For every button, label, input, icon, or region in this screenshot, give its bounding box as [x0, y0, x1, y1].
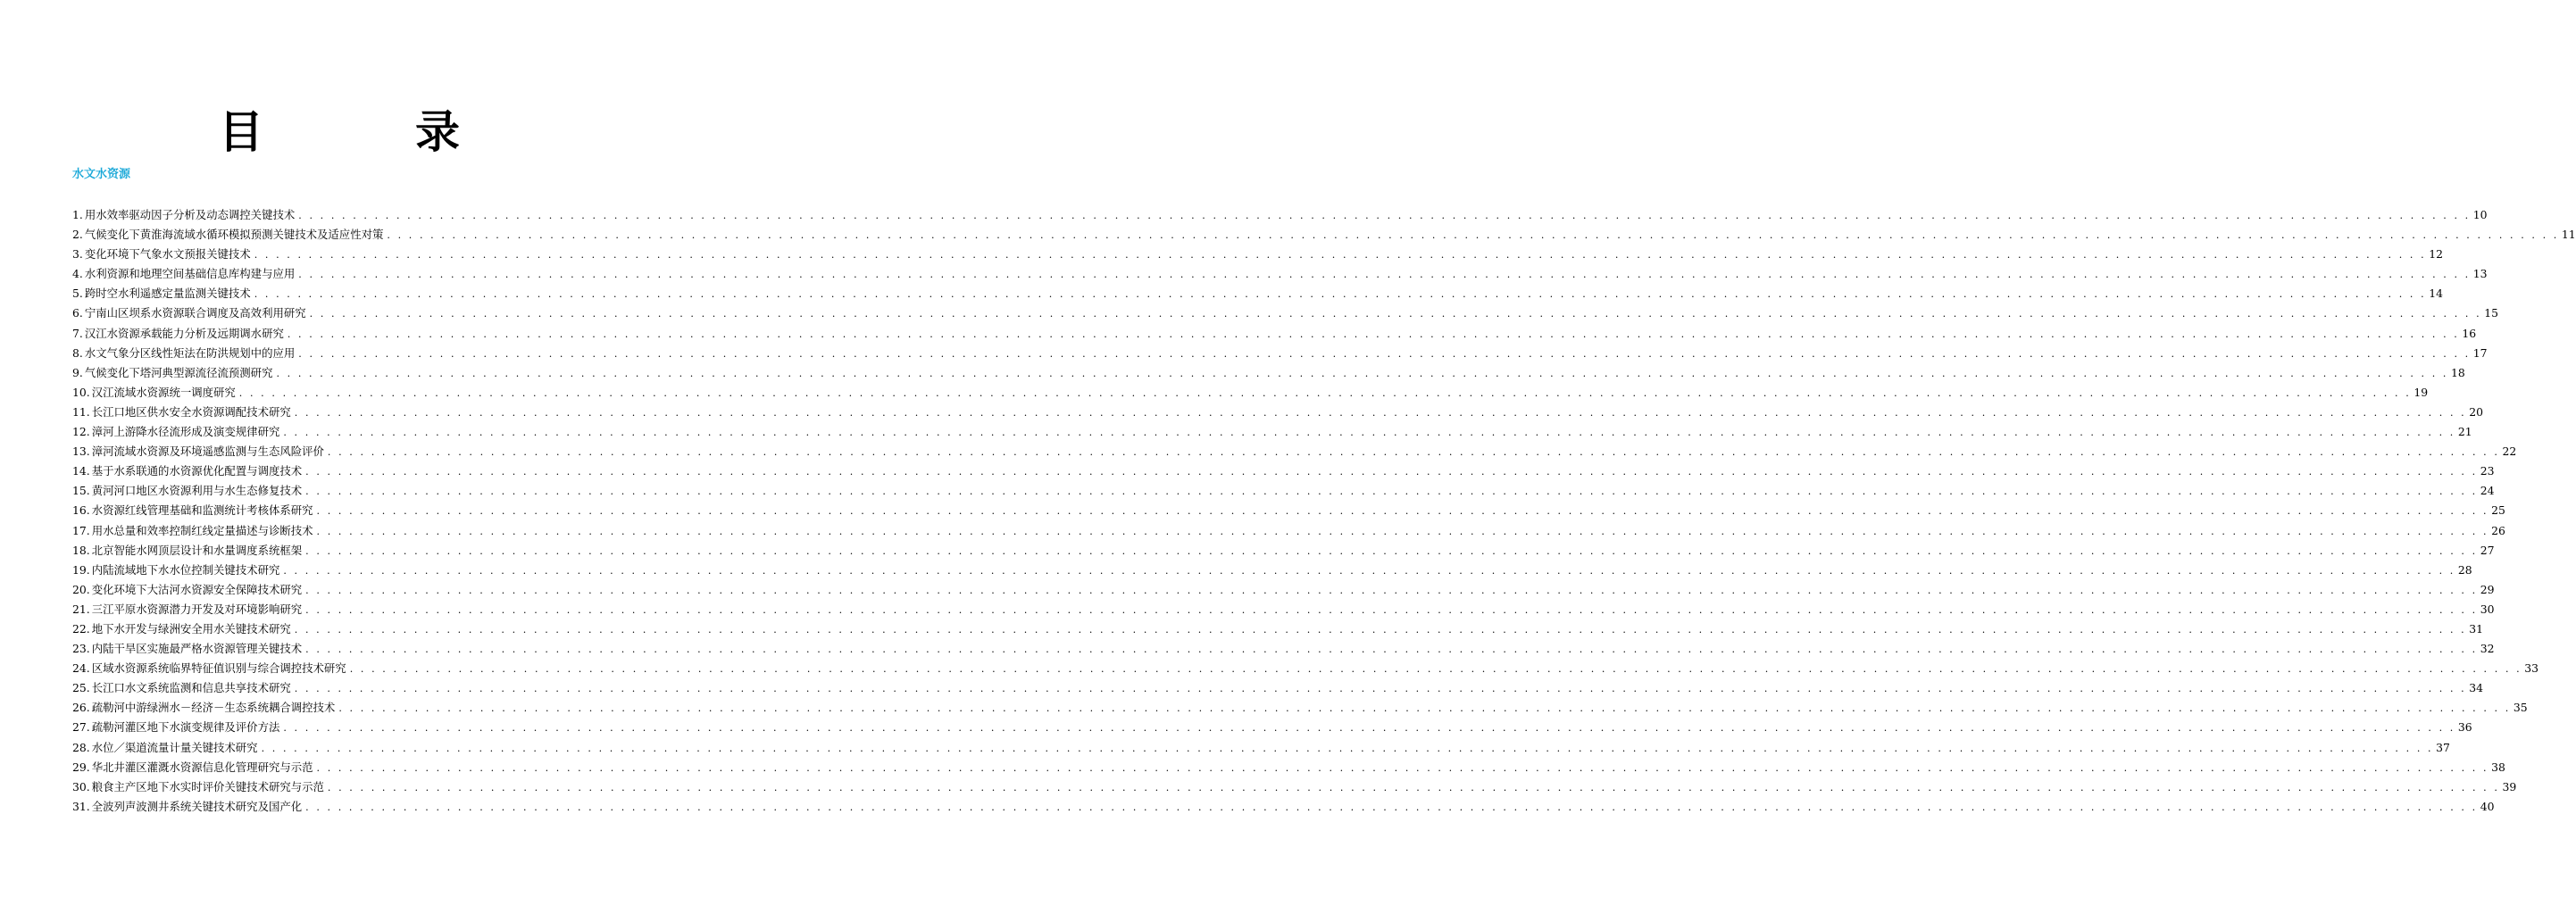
toc-entry-text: 漳河上游降水径流形成及演变规律研究 — [91, 425, 280, 439]
toc-entry-title — [72, 659, 346, 678]
toc-entry-title — [72, 324, 284, 344]
toc-entry-title — [72, 442, 324, 461]
toc-entry[interactable] — [72, 777, 2517, 797]
dot-leader: . . . . . . . . . . . . . . . . . . . . . . . . . . . . . . . . . . . . . . . . . . . . . . . . . . . . . . . . . . . . . . . . . . . . . . . . . . . . . . . . . . . . . . . . . . . . . . . . . . . . . . . . . . . . . . . . . . . . . . . . . . . . . . . . . . . . . . . . . . . . . . . . . . . . . . . . . . . . . . . . . . . . . . . . . . . . . . . . . . . . . . . . . . . . . . . . . . . . . . . . — [305, 486, 2478, 498]
dot-leader: . . . . . . . . . . . . . . . . . . . . . . . . . . . . . . . . . . . . . . . . . . . . . . . . . . . . . . . . . . . . . . . . . . . . . . . . . . . . . . . . . . . . . . . . . . . . . . . . . . . . . . . . . . . . . . . . . . . . . . . . . . . . . . . . . . . . . . . . . . . . . . . . . . . . . . . . . . . . . . . . . . . . . . . . . . . . . . . . . . . . . . . . . . . . . . . . . . . . . . . . — [305, 544, 2478, 557]
toc-entry[interactable] — [72, 600, 2495, 619]
toc-page-number: 22 — [2502, 445, 2517, 459]
toc-entry-text: 内陆干旱区实施最严格水资源管理关键技术 — [91, 642, 303, 656]
toc-entry[interactable] — [72, 758, 2505, 777]
toc-entry[interactable] — [72, 738, 2450, 758]
dot-leader: . . . . . . . . . . . . . . . . . . . . . . . . . . . . . . . . . . . . . . . . . . . . . . . . . . . . . . . . . . . . . . . . . . . . . . . . . . . . . . . . . . . . . . . . . . . . . . . . . . . . . . . . . . . . . . . . . . . . . . . . . . . . . . . . . . . . . . . . . . . . . . . . . . . . . . . . . . . . . . . . . . . . . . . . . . . . . . . . . . . . . . . . . . . . . . . . . . . . . . . . — [327, 446, 2500, 459]
dot-leader: . . . . . . . . . . . . . . . . . . . . . . . . . . . . . . . . . . . . . . . . . . . . . . . . . . . . . . . . . . . . . . . . . . . . . . . . . . . . . . . . . . . . . . . . . . . . . . . . . . . . . . . . . . . . . . . . . . . . . . . . . . . . . . . . . . . . . . . . . . . . . . . . . . . . . . . . . . . . . . . . . . . . . . . . . . . . . . . . . . . . . . . . . . . . . . . . . . . . . . . . — [305, 466, 2478, 478]
dot-leader: . . . . . . . . . . . . . . . . . . . . . . . . . . . . . . . . . . . . . . . . . . . . . . . . . . . . . . . . . . . . . . . . . . . . . . . . . . . . . . . . . . . . . . . . . . . . . . . . . . . . . . . . . . . . . . . . . . . . . . . . . . . . . . . . . . . . . . . . . . . . . . . . . . . . . . . . . . . . . . . . . . . . . . . . . . . . . . . . . . . . . . . . . . . . . . . . . . . . . . . . — [283, 564, 2455, 577]
toc-entry[interactable] — [72, 363, 2465, 383]
toc-entry[interactable] — [72, 245, 2444, 264]
toc-entry-number: 29. — [72, 760, 90, 774]
toc-page-number: 29 — [2480, 582, 2495, 596]
toc-page-number: 21 — [2457, 425, 2472, 439]
toc-entry-title — [72, 678, 291, 698]
toc-entry-title — [72, 501, 313, 520]
toc-page-number: 23 — [2480, 464, 2495, 478]
toc-entry-title — [72, 422, 279, 442]
toc-page-number: 36 — [2457, 720, 2472, 735]
toc-entry-number: 21. — [72, 602, 90, 616]
toc-entry-text: 漳河流域水资源及环境遥感监测与生态风险评价 — [91, 445, 324, 459]
toc-entry[interactable] — [72, 481, 2495, 501]
toc-page-number: 32 — [2480, 642, 2495, 656]
toc-entry-number: 28. — [72, 740, 90, 754]
toc-entry[interactable] — [72, 521, 2505, 541]
toc-entry[interactable] — [72, 383, 2429, 403]
toc-entry[interactable] — [72, 639, 2495, 659]
toc-page-number: 16 — [2462, 326, 2477, 340]
toc-page-number: 26 — [2491, 523, 2505, 537]
toc-entry-text: 华北井灌区灌溉水资源信息化管理研究与示范 — [91, 760, 313, 774]
toc-entry-number: 12. — [72, 425, 90, 439]
toc-entry-title — [72, 403, 291, 422]
toc-entry-number: 30. — [72, 779, 90, 794]
toc-entry-text: 基于水系联通的水资源优化配置与调度技术 — [91, 464, 303, 478]
dot-leader: . . . . . . . . . . . . . . . . . . . . . . . . . . . . . . . . . . . . . . . . . . . . . . . . . . . . . . . . . . . . . . . . . . . . . . . . . . . . . . . . . . . . . . . . . . . . . . . . . . . . . . . . . . . . . . . . . . . . . . . . . . . . . . . . . . . . . . . . . . . . . . . . . . . . . . . . . . . . . . . . . . . . . . . . . . . . . . . . . . . . . . . . . . . . . . . . . . . . . . . . — [294, 623, 2467, 636]
toc-entry[interactable] — [72, 225, 2576, 245]
toc-entry-text: 区域水资源系统临界特征值识别与综合调控技术研究 — [91, 661, 346, 676]
dot-leader: . . . . . . . . . . . . . . . . . . . . . . . . . . . . . . . . . . . . . . . . . . . . . . . . . . . . . . . . . . . . . . . . . . . . . . . . . . . . . . . . . . . . . . . . . . . . . . . . . . . . . . . . . . . . . . . . . . . . . . . . . . . . . . . . . . . . . . . . . . . . . . . . . . . . . . . . . . . . . . . . . . . . . . . . . . . . . . . . . . . . . . . . . . . . . . . . . . . . . . . . — [316, 525, 2489, 537]
toc-entry-number: 17. — [72, 523, 90, 537]
toc-entry[interactable] — [72, 580, 2495, 600]
toc-entry[interactable] — [72, 205, 2488, 225]
toc-entry-text: 黄河河口地区水资源利用与水生态修复技术 — [91, 484, 303, 498]
dot-leader: . . . . . . . . . . . . . . . . . . . . . . . . . . . . . . . . . . . . . . . . . . . . . . . . . . . . . . . . . . . . . . . . . . . . . . . . . . . . . . . . . . . . . . . . . . . . . . . . . . . . . . . . . . . . . . . . . . . . . . . . . . . . . . . . . . . . . . . . . . . . . . . . . . . . . . . . . . . . . . . . . . . . . . . . . . . . . . . . . . . . . . . . . . . . . . . . . . . . . . . . — [305, 644, 2478, 656]
toc-page-number: 17 — [2472, 345, 2488, 360]
toc-entry-title — [72, 600, 302, 619]
toc-entry-text: 气候变化下塔河典型源流径流预测研究 — [84, 365, 273, 379]
toc-entry-text: 汉江水资源承载能力分析及远期调水研究 — [84, 326, 284, 340]
toc-entry-number: 9. — [72, 365, 83, 379]
toc-page-number: 31 — [2469, 621, 2484, 636]
section-heading: 水文水资源 — [72, 168, 131, 181]
dot-leader: . . . . . . . . . . . . . . . . . . . . . . . . . . . . . . . . . . . . . . . . . . . . . . . . . . . . . . . . . . . . . . . . . . . . . . . . . . . . . . . . . . . . . . . . . . . . . . . . . . . . . . . . . . . . . . . . . . . . . . . . . . . . . . . . . . . . . . . . . . . . . . . . . . . . . . . . . . . . . . . . . . . . . . . . . . . . . . . . . . . . . . . . . . . . . . . . . . . . . . . . — [294, 683, 2467, 695]
dot-leader: . . . . . . . . . . . . . . . . . . . . . . . . . . . . . . . . . . . . . . . . . . . . . . . . . . . . . . . . . . . . . . . . . . . . . . . . . . . . . . . . . . . . . . . . . . . . . . . . . . . . . . . . . . . . . . . . . . . . . . . . . . . . . . . . . . . . . . . . . . . . . . . . . . . . . . . . . . . . . . . . . . . . . . . . . . . . . . . . . . . . . . . . . . . . . . . . . . . . . . . . — [305, 603, 2478, 616]
toc-entry[interactable] — [72, 619, 2484, 639]
toc-entry-title — [72, 303, 306, 323]
toc-entry-title — [72, 738, 258, 758]
toc-page-number: 33 — [2524, 661, 2539, 676]
toc-entry[interactable] — [72, 442, 2517, 461]
toc-entry-number: 26. — [72, 701, 90, 715]
toc-entry-text: 北京智能水网顶层设计和水量调度系统框架 — [91, 543, 303, 557]
toc-entry-number: 31. — [72, 799, 90, 813]
toc-page-number: 27 — [2480, 543, 2495, 557]
toc-entry-number: 19. — [72, 562, 90, 577]
toc-page-number: 37 — [2436, 740, 2450, 754]
toc-entry-text: 变化环境下气象水文预报关键技术 — [84, 247, 251, 262]
toc-entry-text: 变化环境下大沽河水资源安全保障技术研究 — [91, 582, 303, 596]
toc-entry-number: 4. — [72, 267, 83, 281]
toc-entry-number: 3. — [72, 247, 83, 262]
toc-entry-number: 23. — [72, 642, 90, 656]
toc-entry[interactable] — [72, 541, 2495, 561]
toc-entry-text: 气候变化下黄淮海流域水循环模拟预测关键技术及适应性对策 — [84, 228, 384, 242]
dot-leader: . . . . . . . . . . . . . . . . . . . . . . . . . . . . . . . . . . . . . . . . . . . . . . . . . . . . . . . . . . . . . . . . . . . . . . . . . . . . . . . . . . . . . . . . . . . . . . . . . . . . . . . . . . . . . . . . . . . . . . . . . . . . . . . . . . . . . . . . . . . . . . . . . . . . . . . . . . . . . . . . . . . . . . . . . . . . . . . . . . . . . . . . . . . . . . . . . . . . . . . . — [238, 386, 2412, 399]
toc-entry[interactable] — [72, 303, 2498, 323]
toc-entry-number: 5. — [72, 287, 83, 301]
dot-leader: . . . . . . . . . . . . . . . . . . . . . . . . . . . . . . . . . . . . . . . . . . . . . . . . . . . . . . . . . . . . . . . . . . . . . . . . . . . . . . . . . . . . . . . . . . . . . . . . . . . . . . . . . . . . . . . . . . . . . . . . . . . . . . . . . . . . . . . . . . . . . . . . . . . . . . . . . . . . . . . . . . . . . . . . . . . . . . . . . . . . . . . . . . . . . . . . . . . . . . . . — [327, 781, 2500, 794]
toc-entry-title — [72, 698, 335, 718]
page-title: 目 录 — [219, 105, 513, 158]
toc-entry[interactable] — [72, 461, 2495, 481]
toc-entry-number: 11. — [72, 404, 90, 419]
toc-entry-number: 1. — [72, 208, 83, 221]
toc-entry-number: 18. — [72, 543, 90, 557]
dot-leader: . . . . . . . . . . . . . . . . . . . . . . . . . . . . . . . . . . . . . . . . . . . . . . . . . . . . . . . . . . . . . . . . . . . . . . . . . . . . . . . . . . . . . . . . . . . . . . . . . . . . . . . . . . . . . . . . . . . . . . . . . . . . . . . . . . . . . . . . . . . . . . . . . . . . . . . . . . . . . . . . . . . . . . . . . . . . . . . . . . . . . . . . . . . . . . . . . . . . . . . . — [305, 801, 2478, 813]
toc-entry[interactable] — [72, 422, 2472, 442]
toc-entry-number: 14. — [72, 464, 90, 478]
toc-entry-title — [72, 363, 272, 383]
toc-entry-text: 宁南山区坝系水资源联合调度及高效利用研究 — [84, 306, 306, 320]
dot-leader: . . . . . . . . . . . . . . . . . . . . . . . . . . . . . . . . . . . . . . . . . . . . . . . . . . . . . . . . . . . . . . . . . . . . . . . . . . . . . . . . . . . . . . . . . . . . . . . . . . . . . . . . . . . . . . . . . . . . . . . . . . . . . . . . . . . . . . . . . . . . . . . . . . . . . . . . . . . . . . . . . . . . . . . . . . . . . . . . . . . . . . . . . . . . . . . . . . . . . . . . — [349, 663, 2522, 676]
toc-entry-title — [72, 758, 313, 777]
toc-entry[interactable] — [72, 501, 2505, 520]
toc-entry-text: 跨时空水利遥感定量监测关键技术 — [84, 287, 251, 301]
toc-page-number: 19 — [2413, 385, 2429, 399]
dot-leader: . . . . . . . . . . . . . . . . . . . . . . . . . . . . . . . . . . . . . . . . . . . . . . . . . . . . . . . . . . . . . . . . . . . . . . . . . . . . . . . . . . . . . . . . . . . . . . . . . . . . . . . . . . . . . . . . . . . . . . . . . . . . . . . . . . . . . . . . . . . . . . . . . . . . . . . . . . . . . . . . . . . . . . . . . . . . . . . . . . . . . . . . . . . . . . . . . . . . . . . . — [254, 249, 2427, 262]
toc-entry-title — [72, 461, 302, 481]
toc-entry-number: 13. — [72, 445, 90, 459]
toc-entry-number: 8. — [72, 345, 83, 360]
dot-leader: . . . . . . . . . . . . . . . . . . . . . . . . . . . . . . . . . . . . . . . . . . . . . . . . . . . . . . . . . . . . . . . . . . . . . . . . . . . . . . . . . . . . . . . . . . . . . . . . . . . . . . . . . . . . . . . . . . . . . . . . . . . . . . . . . . . . . . . . . . . . . . . . . . . . . . . . . . . . . . . . . . . . . . . . . . . . . . . . . . . . . . . . . . . . . . . . . . . . . . . . — [287, 328, 2460, 340]
toc-page-number: 28 — [2457, 562, 2472, 577]
toc-entry-title — [72, 245, 251, 264]
dot-leader: . . . . . . . . . . . . . . . . . . . . . . . . . . . . . . . . . . . . . . . . . . . . . . . . . . . . . . . . . . . . . . . . . . . . . . . . . . . . . . . . . . . . . . . . . . . . . . . . . . . . . . . . . . . . . . . . . . . . . . . . . . . . . . . . . . . . . . . . . . . . . . . . . . . . . . . . . . . . . . . . . . . . . . . . . . . . . . . . . . . . . . . . . . . . . . . . . . . . . . . . — [338, 702, 2511, 715]
table-of-contents — [72, 205, 2576, 817]
toc-entry-title — [72, 639, 302, 659]
toc-entry-title — [72, 481, 302, 501]
toc-page-number: 39 — [2502, 779, 2517, 794]
toc-entry[interactable] — [72, 284, 2444, 303]
toc-entry-title — [72, 284, 251, 303]
toc-page-number: 34 — [2469, 681, 2484, 695]
toc-entry-title — [72, 718, 279, 737]
toc-entry[interactable] — [72, 659, 2539, 678]
toc-entry-title — [72, 205, 295, 225]
toc-entry-number: 7. — [72, 326, 83, 340]
toc-entry-text: 水文气象分区线性矩法在防洪规划中的应用 — [84, 345, 296, 360]
toc-entry-text: 水利资源和地理空间基础信息库构建与应用 — [84, 267, 296, 281]
toc-entry-title — [72, 580, 302, 600]
toc-page-number: 14 — [2429, 287, 2444, 301]
toc-entry[interactable] — [72, 344, 2488, 363]
toc-entry-title — [72, 264, 295, 284]
toc-entry-number: 25. — [72, 681, 90, 695]
toc-page-number: 25 — [2491, 503, 2505, 518]
toc-entry[interactable] — [72, 264, 2488, 284]
toc-entry-text: 汉江流域水资源统一调度研究 — [91, 385, 236, 399]
dot-leader: . . . . . . . . . . . . . . . . . . . . . . . . . . . . . . . . . . . . . . . . . . . . . . . . . . . . . . . . . . . . . . . . . . . . . . . . . . . . . . . . . . . . . . . . . . . . . . . . . . . . . . . . . . . . . . . . . . . . . . . . . . . . . . . . . . . . . . . . . . . . . . . . . . . . . . . . . . . . . . . . . . . . . . . . . . . . . . . . . . . . . . . . . . . . . . . . . . . . . . . . — [298, 269, 2471, 281]
toc-page-number: 15 — [2484, 306, 2498, 320]
toc-page-number: 38 — [2491, 760, 2505, 774]
toc-entry-text: 三江平原水资源潜力开发及对环境影响研究 — [91, 602, 303, 616]
toc-entry-text: 长江口地区供水安全水资源调配技术研究 — [91, 404, 291, 419]
dot-leader: . . . . . . . . . . . . . . . . . . . . . . . . . . . . . . . . . . . . . . . . . . . . . . . . . . . . . . . . . . . . . . . . . . . . . . . . . . . . . . . . . . . . . . . . . . . . . . . . . . . . . . . . . . . . . . . . . . . . . . . . . . . . . . . . . . . . . . . . . . . . . . . . . . . . . . . . . . . . . . . . . . . . . . . . . . . . . . . . . . . . . . . . . . . . . . . . . . . . . . . . — [387, 229, 2559, 242]
toc-entry[interactable] — [72, 403, 2484, 422]
toc-entry-number: 6. — [72, 306, 83, 320]
toc-entry[interactable] — [72, 324, 2477, 344]
toc-entry-title — [72, 619, 291, 639]
dot-leader: . . . . . . . . . . . . . . . . . . . . . . . . . . . . . . . . . . . . . . . . . . . . . . . . . . . . . . . . . . . . . . . . . . . . . . . . . . . . . . . . . . . . . . . . . . . . . . . . . . . . . . . . . . . . . . . . . . . . . . . . . . . . . . . . . . . . . . . . . . . . . . . . . . . . . . . . . . . . . . . . . . . . . . . . . . . . . . . . . . . . . . . . . . . . . . . . . . . . . . . . — [298, 347, 2471, 360]
toc-entry-text: 疏勒河灌区地下水演变规律及评价方法 — [91, 720, 280, 735]
toc-entry[interactable] — [72, 561, 2472, 580]
toc-entry-title — [72, 541, 302, 561]
toc-entry-number: 2. — [72, 228, 83, 242]
toc-page-number: 10 — [2472, 208, 2488, 221]
toc-entry-text: 地下水开发与绿洲安全用水关键技术研究 — [91, 621, 291, 636]
toc-entry-number: 27. — [72, 720, 90, 735]
toc-entry-title — [72, 225, 383, 245]
toc-entry-title — [72, 521, 313, 541]
dot-leader: . . . . . . . . . . . . . . . . . . . . . . . . . . . . . . . . . . . . . . . . . . . . . . . . . . . . . . . . . . . . . . . . . . . . . . . . . . . . . . . . . . . . . . . . . . . . . . . . . . . . . . . . . . . . . . . . . . . . . . . . . . . . . . . . . . . . . . . . . . . . . . . . . . . . . . . . . . . . . . . . . . . . . . . . . . . . . . . . . . . . . . . . . . . . . . . . . . . . . . . . — [309, 308, 2482, 320]
toc-page-number: 18 — [2451, 365, 2465, 379]
dot-leader: . . . . . . . . . . . . . . . . . . . . . . . . . . . . . . . . . . . . . . . . . . . . . . . . . . . . . . . . . . . . . . . . . . . . . . . . . . . . . . . . . . . . . . . . . . . . . . . . . . . . . . . . . . . . . . . . . . . . . . . . . . . . . . . . . . . . . . . . . . . . . . . . . . . . . . . . . . . . . . . . . . . . . . . . . . . . . . . . . . . . . . . . . . . . . . . . . . . . . . . . — [283, 722, 2455, 735]
dot-leader: . . . . . . . . . . . . . . . . . . . . . . . . . . . . . . . . . . . . . . . . . . . . . . . . . . . . . . . . . . . . . . . . . . . . . . . . . . . . . . . . . . . . . . . . . . . . . . . . . . . . . . . . . . . . . . . . . . . . . . . . . . . . . . . . . . . . . . . . . . . . . . . . . . . . . . . . . . . . . . . . . . . . . . . . . . . . . . . . . . . . . . . . . . . . . . . . . . . . . . . . — [261, 742, 2434, 754]
dot-leader: . . . . . . . . . . . . . . . . . . . . . . . . . . . . . . . . . . . . . . . . . . . . . . . . . . . . . . . . . . . . . . . . . . . . . . . . . . . . . . . . . . . . . . . . . . . . . . . . . . . . . . . . . . . . . . . . . . . . . . . . . . . . . . . . . . . . . . . . . . . . . . . . . . . . . . . . . . . . . . . . . . . . . . . . . . . . . . . . . . . . . . . . . . . . . . . . . . . . . . . . — [316, 761, 2489, 774]
toc-entry[interactable] — [72, 797, 2495, 817]
toc-entry-title — [72, 561, 279, 580]
toc-page-number: 35 — [2513, 701, 2528, 715]
toc-entry-title — [72, 383, 236, 403]
toc-page-number: 40 — [2480, 799, 2495, 813]
toc-entry-number: 15. — [72, 484, 90, 498]
toc-entry-text: 水位／渠道流量计量关键技术研究 — [91, 740, 258, 754]
toc-entry-title — [72, 797, 302, 817]
dot-leader: . . . . . . . . . . . . . . . . . . . . . . . . . . . . . . . . . . . . . . . . . . . . . . . . . . . . . . . . . . . . . . . . . . . . . . . . . . . . . . . . . . . . . . . . . . . . . . . . . . . . . . . . . . . . . . . . . . . . . . . . . . . . . . . . . . . . . . . . . . . . . . . . . . . . . . . . . . . . . . . . . . . . . . . . . . . . . . . . . . . . . . . . . . . . . . . . . . . . . . . . — [276, 367, 2449, 379]
dot-leader: . . . . . . . . . . . . . . . . . . . . . . . . . . . . . . . . . . . . . . . . . . . . . . . . . . . . . . . . . . . . . . . . . . . . . . . . . . . . . . . . . . . . . . . . . . . . . . . . . . . . . . . . . . . . . . . . . . . . . . . . . . . . . . . . . . . . . . . . . . . . . . . . . . . . . . . . . . . . . . . . . . . . . . . . . . . . . . . . . . . . . . . . . . . . . . . . . . . . . . . . — [283, 427, 2455, 439]
dot-leader: . . . . . . . . . . . . . . . . . . . . . . . . . . . . . . . . . . . . . . . . . . . . . . . . . . . . . . . . . . . . . . . . . . . . . . . . . . . . . . . . . . . . . . . . . . . . . . . . . . . . . . . . . . . . . . . . . . . . . . . . . . . . . . . . . . . . . . . . . . . . . . . . . . . . . . . . . . . . . . . . . . . . . . . . . . . . . . . . . . . . . . . . . . . . . . . . . . . . . . . . — [298, 210, 2471, 221]
toc-entry-text: 内陆流域地下水水位控制关键技术研究 — [91, 562, 280, 577]
dot-leader: . . . . . . . . . . . . . . . . . . . . . . . . . . . . . . . . . . . . . . . . . . . . . . . . . . . . . . . . . . . . . . . . . . . . . . . . . . . . . . . . . . . . . . . . . . . . . . . . . . . . . . . . . . . . . . . . . . . . . . . . . . . . . . . . . . . . . . . . . . . . . . . . . . . . . . . . . . . . . . . . . . . . . . . . . . . . . . . . . . . . . . . . . . . . . . . . . . . . . . . . — [305, 584, 2478, 596]
toc-entry[interactable] — [72, 718, 2472, 737]
toc-entry-number: 24. — [72, 661, 90, 676]
toc-entry[interactable] — [72, 678, 2484, 698]
toc-entry-number: 16. — [72, 503, 90, 518]
toc-entry-number: 10. — [72, 385, 90, 399]
toc-entry-title — [72, 344, 295, 363]
toc-entry-text: 水资源红线管理基础和监测统计考核体系研究 — [91, 503, 313, 518]
dot-leader: . . . . . . . . . . . . . . . . . . . . . . . . . . . . . . . . . . . . . . . . . . . . . . . . . . . . . . . . . . . . . . . . . . . . . . . . . . . . . . . . . . . . . . . . . . . . . . . . . . . . . . . . . . . . . . . . . . . . . . . . . . . . . . . . . . . . . . . . . . . . . . . . . . . . . . . . . . . . . . . . . . . . . . . . . . . . . . . . . . . . . . . . . . . . . . . . . . . . . . . . — [294, 406, 2467, 419]
toc-entry-text: 粮食主产区地下水实时评价关键技术研究与示范 — [91, 779, 324, 794]
toc-entry-text: 全波列声波测井系统关键技术研究及国产化 — [91, 799, 303, 813]
toc-page-number: 24 — [2480, 484, 2495, 498]
toc-page-number: 13 — [2472, 267, 2488, 281]
toc-entry-number: 20. — [72, 582, 90, 596]
toc-entry-text: 疏勒河中游绿洲水－经济－生态系统耦合调控技术 — [91, 701, 336, 715]
toc-page-number: 11 — [2561, 228, 2576, 242]
toc-entry-text: 用水效率驱动因子分析及动态调控关键技术 — [84, 208, 296, 221]
toc-page-number: 20 — [2469, 404, 2484, 419]
dot-leader: . . . . . . . . . . . . . . . . . . . . . . . . . . . . . . . . . . . . . . . . . . . . . . . . . . . . . . . . . . . . . . . . . . . . . . . . . . . . . . . . . . . . . . . . . . . . . . . . . . . . . . . . . . . . . . . . . . . . . . . . . . . . . . . . . . . . . . . . . . . . . . . . . . . . . . . . . . . . . . . . . . . . . . . . . . . . . . . . . . . . . . . . . . . . . . . . . . . . . . . . — [316, 505, 2489, 518]
toc-entry-text: 长江口水文系统监测和信息共享技术研究 — [91, 681, 291, 695]
toc-entry[interactable] — [72, 698, 2528, 718]
toc-entry-number: 22. — [72, 621, 90, 636]
toc-entry-title — [72, 777, 324, 797]
toc-page-number: 12 — [2429, 247, 2444, 262]
toc-entry-text: 用水总量和效率控制红线定量描述与诊断技术 — [91, 523, 313, 537]
dot-leader: . . . . . . . . . . . . . . . . . . . . . . . . . . . . . . . . . . . . . . . . . . . . . . . . . . . . . . . . . . . . . . . . . . . . . . . . . . . . . . . . . . . . . . . . . . . . . . . . . . . . . . . . . . . . . . . . . . . . . . . . . . . . . . . . . . . . . . . . . . . . . . . . . . . . . . . . . . . . . . . . . . . . . . . . . . . . . . . . . . . . . . . . . . . . . . . . . . . . . . . . — [254, 288, 2427, 301]
toc-page-number: 30 — [2480, 602, 2495, 616]
